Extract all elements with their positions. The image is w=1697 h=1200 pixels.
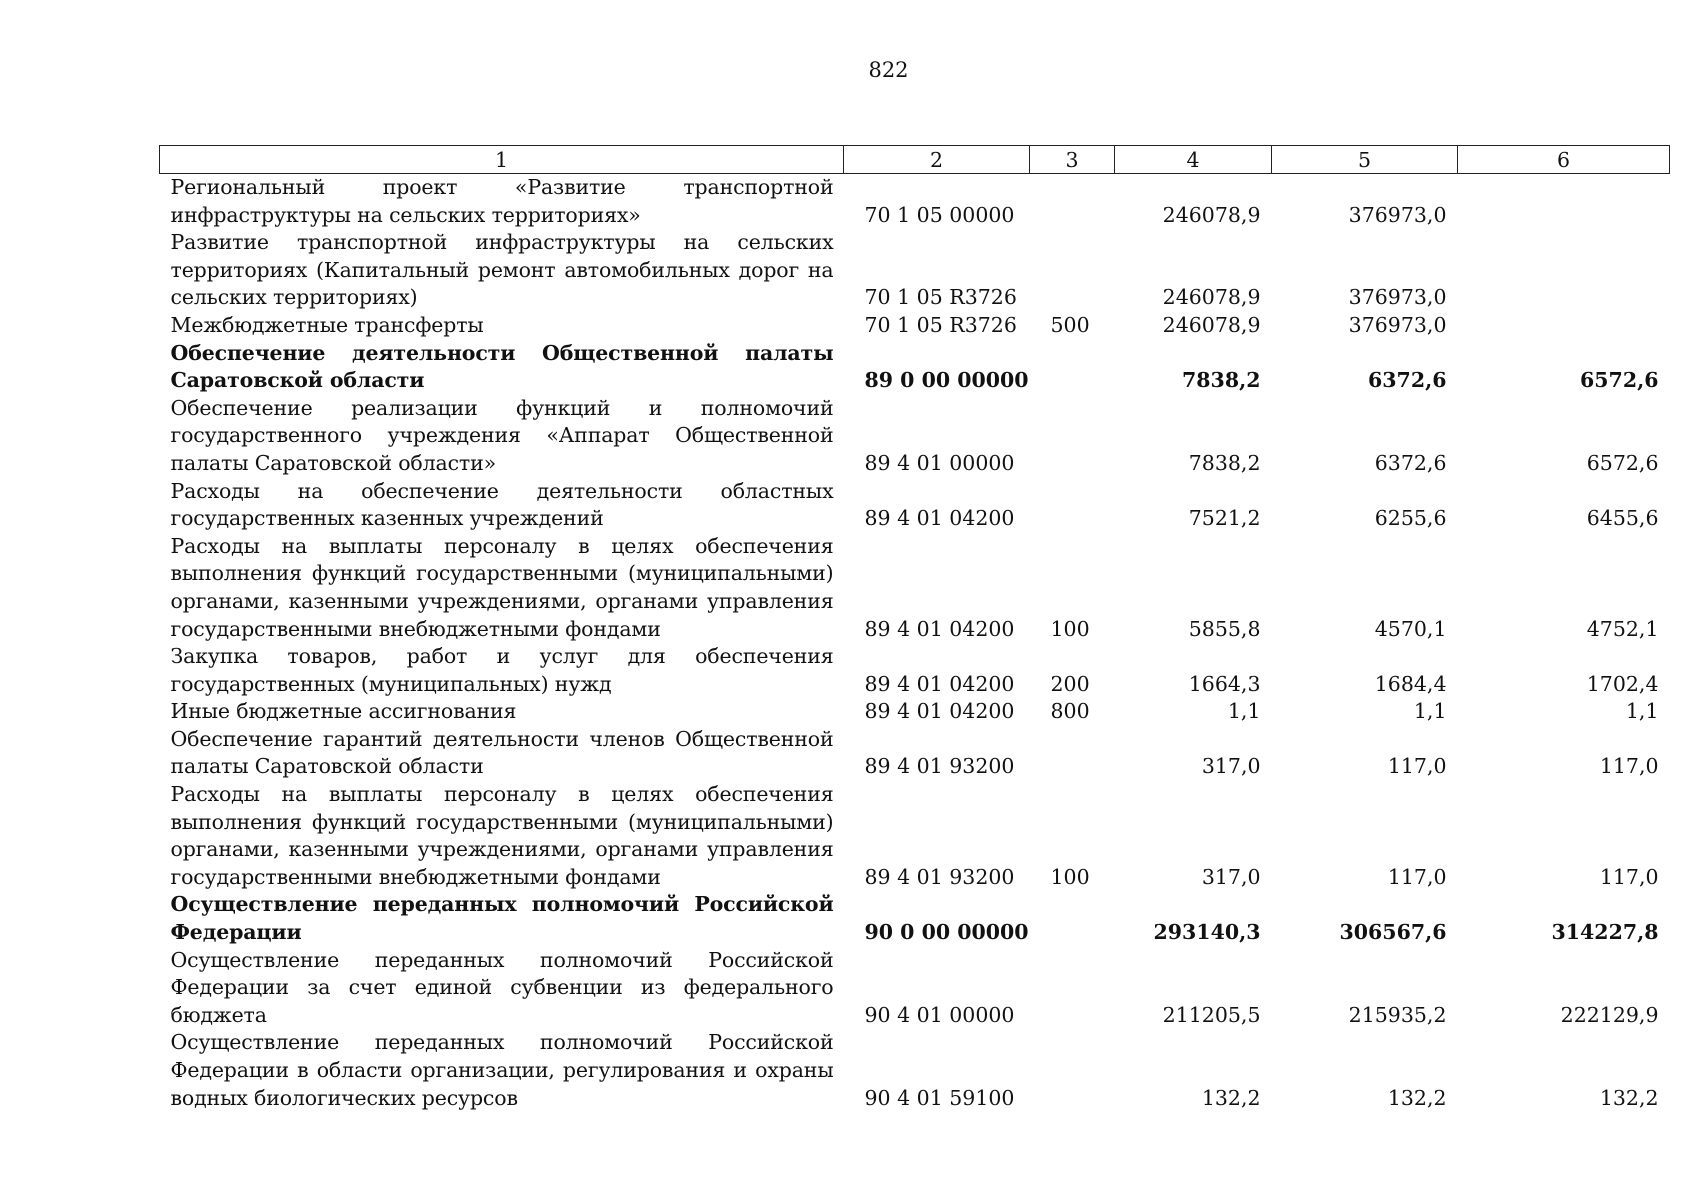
table-body	[160, 174, 1670, 1113]
row-value-5: 6255,6	[1374, 506, 1447, 531]
row-value-6	[1458, 312, 1670, 340]
table-row	[160, 395, 1670, 478]
row-code: 89 4 01 93200	[864, 754, 1015, 779]
row-value-4: 1664,3	[1188, 671, 1261, 696]
row-name: Закупка товаров, работ и услуг для обеспечения государственных (муниципальных) нужд	[170, 644, 834, 696]
row-value-6: 4752,1	[1586, 616, 1659, 641]
table-row	[160, 174, 1670, 230]
row-code: 89 4 01 04200	[864, 671, 1015, 696]
row-value-6: 6572,6	[1586, 450, 1659, 475]
row-value-4: 7838,2	[1182, 368, 1261, 393]
row-value-5: 1,1	[1413, 699, 1447, 724]
row-value-5: 215935,2	[1348, 1002, 1447, 1027]
row-value-6	[1458, 174, 1670, 230]
row-type	[1030, 726, 1115, 781]
row-code: 89 4 01 00000	[864, 450, 1015, 475]
row-value-6: 117,0	[1599, 754, 1659, 779]
row-type: 500	[1050, 312, 1090, 337]
row-code: 89 4 01 93200	[864, 864, 1015, 889]
row-value-4: 293140,3	[1153, 920, 1261, 945]
row-type: 200	[1050, 671, 1090, 696]
row-value-6: 6455,6	[1586, 506, 1659, 531]
row-code: 90 4 01 59100	[864, 1085, 1015, 1110]
table-row	[160, 478, 1670, 533]
row-type	[1030, 229, 1115, 312]
row-type	[1030, 1029, 1115, 1112]
row-value-4: 246078,9	[1162, 312, 1261, 337]
row-value-5: 4570,1	[1374, 616, 1447, 641]
row-name: Осуществление переданных полномочий Российской Федерации за счет единой субвенции из федерального бюджета	[170, 947, 834, 1027]
table-row	[160, 1029, 1670, 1112]
row-type	[1030, 174, 1115, 230]
row-value-5: 376973,0	[1348, 285, 1447, 310]
row-name: Обеспечение деятельности Общественной палаты Саратовской области	[170, 340, 834, 393]
row-code: 90 0 00 00000	[864, 920, 1029, 945]
row-name: Обеспечение реализации функций и полномочий государственного учреждения «Аппарат Общественной палаты Саратовской области»	[170, 395, 834, 475]
row-code: 70 1 05 00000	[864, 202, 1015, 227]
row-code: 70 1 05 R3726	[864, 312, 1017, 337]
table-row	[160, 698, 1670, 726]
row-value-4: 246078,9	[1162, 202, 1261, 227]
row-name: Расходы на обеспечение деятельности областных государственных казенных учреждений	[170, 478, 834, 531]
row-type	[1030, 340, 1115, 395]
budget-table	[159, 145, 1670, 1112]
header-row	[160, 146, 1670, 174]
row-name: Развитие транспортной инфраструктуры на сельских территориях (Капитальный ремонт автомобильных дорог на сельских территориях)	[170, 230, 834, 310]
row-value-5: 117,0	[1387, 754, 1447, 779]
row-type	[1030, 395, 1115, 478]
row-value-5: 132,2	[1387, 1085, 1447, 1110]
row-value-4: 246078,9	[1162, 285, 1261, 310]
table-row	[160, 781, 1670, 891]
row-value-4: 132,2	[1201, 1085, 1261, 1110]
row-code: 89 4 01 04200	[864, 699, 1015, 724]
row-code: 89 0 00 00000	[864, 368, 1029, 393]
table-row	[160, 947, 1670, 1030]
row-value-6: 132,2	[1599, 1085, 1659, 1110]
row-code: 89 4 01 04200	[864, 616, 1015, 641]
table-row	[160, 891, 1670, 946]
table-row	[160, 312, 1670, 340]
row-value-4: 5855,8	[1188, 616, 1261, 641]
row-type: 800	[1050, 699, 1090, 724]
row-code: 70 1 05 R3726	[864, 285, 1017, 310]
row-value-4: 211205,5	[1162, 1002, 1261, 1027]
row-value-6: 1702,4	[1586, 671, 1659, 696]
row-value-6	[1458, 229, 1670, 312]
row-name: Расходы на выплаты персоналу в целях обеспечения выполнения функций государственными (муниципальными) органами, казенными учреждениями, органами управления государственными внебюджетными фондами	[170, 533, 834, 641]
row-value-6: 6572,6	[1580, 368, 1659, 393]
row-name: Обеспечение гарантий деятельности членов Общественной палаты Саратовской области	[170, 726, 834, 779]
table-row	[160, 533, 1670, 643]
row-name: Осуществление переданных полномочий Российской Федерации в области организации, регулирования и охраны водных биологических ресурсов	[170, 1030, 834, 1110]
row-type: 100	[1050, 864, 1090, 889]
row-value-4: 1,1	[1227, 699, 1261, 724]
row-name: Региональный проект «Развитие транспортной инфраструктуры на сельских территориях»	[170, 175, 834, 227]
row-type: 100	[1050, 616, 1090, 641]
row-value-5: 6372,6	[1374, 450, 1447, 475]
row-type	[1030, 478, 1115, 533]
row-value-6: 1,1	[1625, 699, 1659, 724]
row-value-5: 6372,6	[1368, 368, 1447, 393]
row-code: 90 4 01 00000	[864, 1002, 1015, 1027]
header-col-6: 6	[1458, 146, 1670, 174]
row-value-6: 314227,8	[1551, 920, 1659, 945]
row-value-6: 117,0	[1599, 864, 1659, 889]
header-col-5: 5	[1272, 146, 1458, 174]
row-value-6: 222129,9	[1560, 1002, 1659, 1027]
row-value-5: 306567,6	[1339, 920, 1447, 945]
row-name: Расходы на выплаты персоналу в целях обеспечения выполнения функций государственными (муниципальными) органами, казенными учреждениями, органами управления государственными внебюджетными фондами	[170, 782, 834, 889]
row-name: Межбюджетные трансферты	[170, 312, 484, 337]
row-type	[1030, 891, 1115, 946]
header-col-3: 3	[1030, 146, 1115, 174]
header-col-1: 1	[160, 146, 844, 174]
row-value-4: 317,0	[1201, 864, 1261, 889]
row-value-5: 376973,0	[1348, 312, 1447, 337]
row-value-5: 1684,4	[1374, 671, 1447, 696]
row-value-4: 7838,2	[1188, 450, 1261, 475]
page-number: 822	[868, 58, 909, 82]
row-value-4: 7521,2	[1188, 506, 1261, 531]
row-value-5: 376973,0	[1348, 202, 1447, 227]
table-row	[160, 229, 1670, 312]
table-row	[160, 643, 1670, 698]
table-row	[160, 340, 1670, 395]
row-name: Иные бюджетные ассигнования	[170, 699, 517, 724]
row-type	[1030, 947, 1115, 1030]
row-code: 89 4 01 04200	[864, 506, 1015, 531]
header-col-2: 2	[844, 146, 1030, 174]
row-value-5: 117,0	[1387, 864, 1447, 889]
row-value-4: 317,0	[1201, 754, 1261, 779]
row-name: Осуществление переданных полномочий Российской Федерации	[170, 892, 834, 945]
header-col-4: 4	[1115, 146, 1272, 174]
table-row	[160, 726, 1670, 781]
